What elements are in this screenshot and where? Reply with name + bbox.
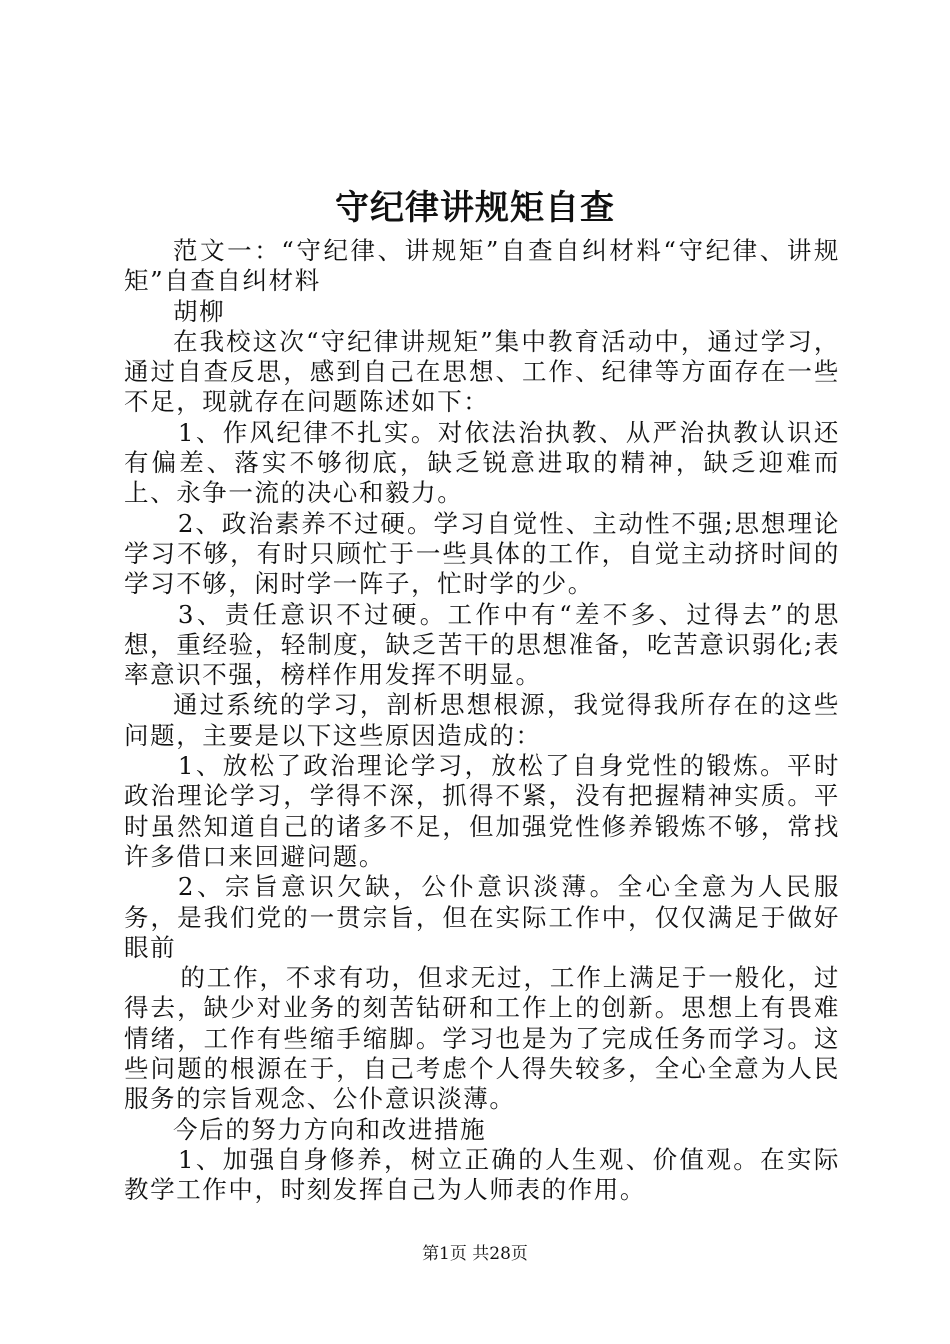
paragraph-analysis: 通过系统的学习，剖析思想根源，我觉得我所存在的这些问题，主要是以下这些原因造成的： (124, 690, 840, 750)
paragraph-problem-2: 2、政治素养不过硬。学习自觉性、主动性不强;思想理论学习不够，有时只顾忙于一些具体的工作，自觉主动挤时间的学习不够，闲时学一阵子，忙时学的少。 (124, 508, 840, 599)
paragraph-problem-1: 1、作风纪律不扎实。对依法治执教、从严治执教认识还有偏差、落实不够彻底，缺乏锐意进取的精神，缺乏迎难而上、永争一流的决心和毅力。 (124, 417, 840, 508)
paragraph-author: 胡柳 (173, 296, 226, 326)
document-title: 守纪律讲规矩自查 (335, 188, 615, 228)
paragraph-measure-1: 1、加强自身修养，树立正确的人生观、价值观。在实际教学工作中，时刻发挥自己为人师表的作用。 (124, 1144, 840, 1205)
page-number-footer: 第1页 共28页 (422, 1244, 528, 1264)
paragraph-cause-1: 1、放松了政治理论学习，放松了自身党性的锻炼。平时政治理论学习，学得不深，抓得不紧，没有把握精神实质。平时虽然知道自己的诸多不足，但加强党性修养锻炼不够，常找许多借口来回避问题。 (124, 751, 840, 871)
paragraph-context: 在我校这次“守纪律讲规矩”集中教育活动中，通过学习，通过自查反思，感到自己在思想、工作、纪律等方面存在一些不足，现就存在问题陈述如下： (124, 326, 840, 417)
document-body (124, 236, 840, 1206)
paragraph-improvement-heading: 今后的努力方向和改进措施 (173, 1114, 487, 1144)
paragraph-intro: 范文一：“守纪律、讲规矩”自查自纠材料“守纪律、讲规矩”自查自纠材料 (124, 236, 840, 296)
paragraph-cause-2-continued: 的工作，不求有功，但求无过，工作上满足于一般化，过得去，缺少对业务的刻苦钻研和工作上的创新。思想上有畏难情绪，工作有些缩手缩脚。学习也是为了完成任务而学习。这些问题的根源在于，自己考虑个人得失较多，全心全意为人民服务的宗旨观念、公仆意识淡薄。 (124, 963, 840, 1114)
paragraph-problem-3: 3、责任意识不过硬。工作中有“差不多、过得去”的思想，重经验，轻制度，缺乏苦干的思想准备，吃苦意识弱化;表率意识不强，榜样作用发挥不明显。 (124, 599, 840, 690)
paragraph-cause-2: 2、宗旨意识欠缺，公仆意识淡薄。全心全意为人民服务，是我们党的一贯宗旨，但在实际工作中，仅仅满足于做好眼前 (124, 872, 840, 962)
